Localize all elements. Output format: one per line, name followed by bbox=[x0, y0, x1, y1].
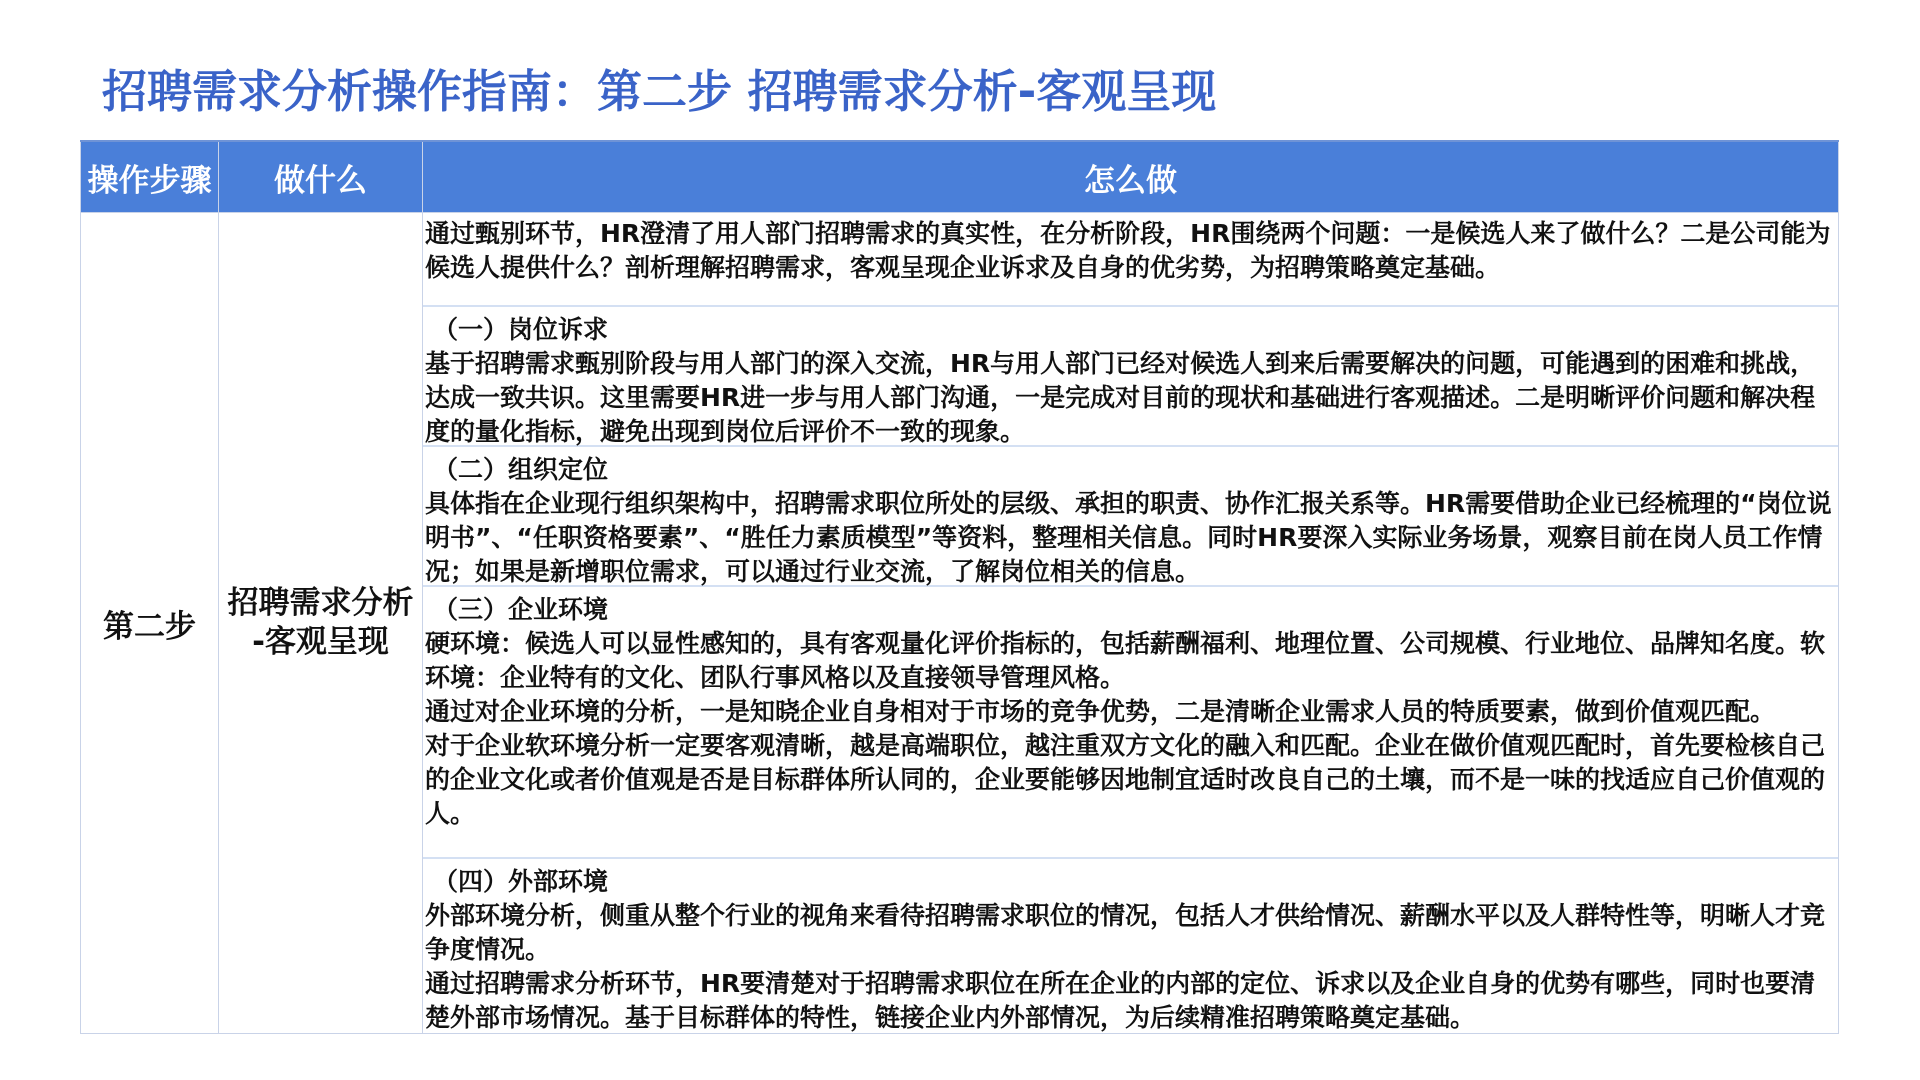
header-step: 操作步骤 bbox=[81, 141, 219, 213]
section-paragraph: 对于企业软环境分析一定要客观清晰，越是高端职位，越注重双方文化的融入和匹配。企业在做价值观匹配时，首先要检核自己的企业文化或者价值观是否是目标群体所认同的，企业要能够因地制宜适时改良自己的土壤，而不是一味的找适应自己价值观的人。 bbox=[425, 731, 1826, 828]
section-paragraph: 硬环境：候选人可以显性感知的，具有客观量化评价指标的，包括薪酬福利、地理位置、公司规模、行业地位、品牌知名度。软环境：企业特有的文化、团队行事风格以及直接领导管理风格。 bbox=[425, 629, 1826, 692]
section-org-position bbox=[423, 447, 1838, 587]
section-paragraph: 外部环境分析，侧重从整个行业的视角来看待招聘需求职位的情况，包括人才供给情况、薪酬水平以及人群特性等，明晰人才竞争度情况。 bbox=[425, 901, 1826, 964]
how-cell bbox=[423, 213, 1839, 1034]
section-heading: （三）企业环境 bbox=[433, 595, 609, 624]
section-paragraph: 通过对企业环境的分析，一是知晓企业自身相对于市场的竞争优势，二是清晰企业需求人员的特质要素，做到价值观匹配。 bbox=[425, 697, 1776, 726]
section-paragraph: 通过招聘需求分析环节，HR要清楚对于招聘需求职位在所在企业的内部的定位、诉求以及企业自身的优势有哪些，同时也要清楚外部市场情况。基于目标群体的特性，链接企业内外部情况，为后续精准招聘策略奠定基础。 bbox=[425, 969, 1816, 1032]
section-heading: （一）岗位诉求 bbox=[433, 315, 609, 344]
section-company-environment bbox=[423, 587, 1838, 859]
step-cell: 第二步 bbox=[81, 213, 219, 1034]
guide-table bbox=[80, 140, 1839, 1034]
what-cell bbox=[219, 213, 423, 1034]
page-title: 招聘需求分析操作指南：第二步 招聘需求分析-客观呈现 bbox=[102, 65, 1217, 118]
intro-block bbox=[423, 213, 1838, 307]
header-what: 做什么 bbox=[219, 141, 423, 213]
what-line-1: 招聘需求分析 bbox=[227, 585, 414, 621]
table-row bbox=[81, 213, 1839, 1034]
section-paragraph: 基于招聘需求甄别阶段与用人部门的深入交流，HR与用人部门已经对候选人到来后需要解决的问题，可能遇到的困难和挑战，达成一致共识。这里需要HR进一步与用人部门沟通，一是完成对目前的现状和基础进行客观描述。二是明晰评价问题和解决程度的量化指标，避免出现到岗位后评价不一致的现象。 bbox=[425, 349, 1816, 446]
section-external-environment bbox=[423, 859, 1838, 1033]
section-heading: （二）组织定位 bbox=[433, 455, 609, 484]
section-heading: （四）外部环境 bbox=[433, 867, 609, 896]
section-paragraph: 具体指在企业现行组织架构中，招聘需求职位所处的层级、承担的职责、协作汇报关系等。HR需要借助企业已经梳理的“岗位说明书”、“任职资格要素”、“胜任力素质模型”等资料，整理相关信息。同时HR要深入实际业务场景，观察目前在岗人员工作情况；如果是新增职位需求，可以通过行业交流，了解岗位相关的信息。 bbox=[425, 489, 1832, 586]
intro-text: 通过甄别环节，HR澄清了用人部门招聘需求的真实性，在分析阶段，HR围绕两个问题：一是候选人来了做什么？二是公司能为候选人提供什么？剖析理解招聘需求，客观呈现企业诉求及自身的优劣势，为招聘策略奠定基础。 bbox=[425, 219, 1831, 282]
what-line-2: -客观呈现 bbox=[252, 624, 389, 660]
header-how: 怎么做 bbox=[423, 141, 1839, 213]
section-job-demand bbox=[423, 307, 1838, 447]
table-header-row bbox=[81, 141, 1839, 213]
